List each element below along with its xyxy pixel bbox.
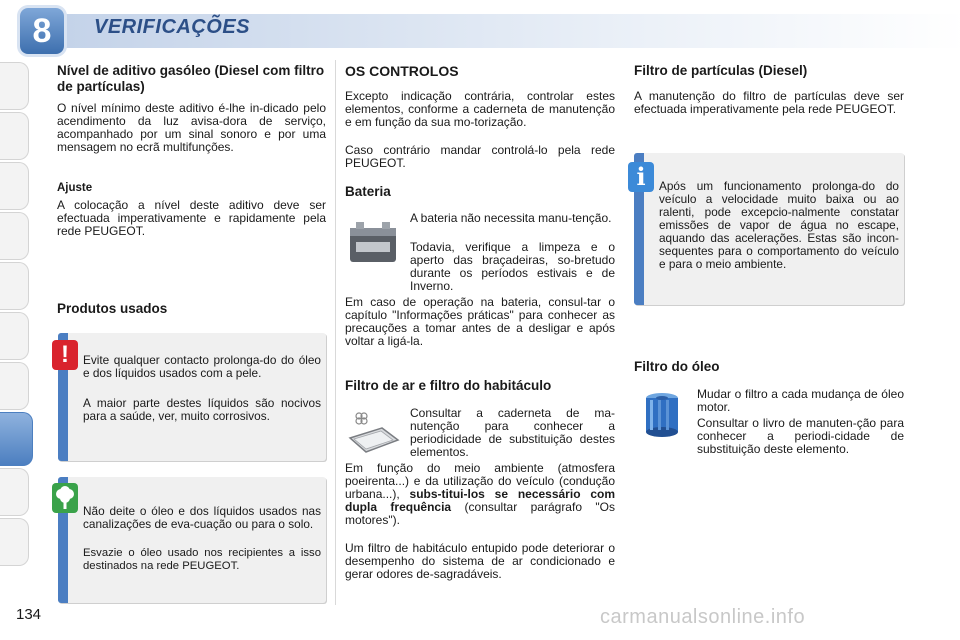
oil-filter-text-1: Mudar o filtro a cada mudança de óleo motor. <box>697 387 904 414</box>
additive-text: O nível mínimo deste aditivo é-lhe in-dicado pelo acendimento da luz avisa-dora de serviço, acompanhado por um sinal sonoro e por uma mensagem no ecrã multifunções. <box>57 101 326 154</box>
watermark: carmanualsonline.info <box>600 606 806 628</box>
chapter-tab[interactable] <box>0 162 29 210</box>
chapter-tab[interactable] <box>0 262 29 310</box>
chapter-tab[interactable] <box>0 312 29 360</box>
info-box <box>634 153 904 305</box>
section-title-additive: Nível de aditivo gasóleo (Diesel com filtro de partículas) <box>57 63 325 94</box>
exclamation-icon: ! <box>52 340 78 370</box>
battery-icon <box>346 214 400 273</box>
section-title-used-products: Produtos usados <box>57 301 168 316</box>
eco-text-2: Esvazie o óleo usado nos recipientes a isso destinados na rede PEUGEOT. <box>83 547 321 572</box>
battery-text-1: A bateria não necessita manu-tenção. <box>410 211 612 225</box>
air-filter-text-2a: Em função do meio ambiente (atmosfera poeirenta...) e da utilização do veículo (condução urbana...), <box>345 461 615 501</box>
eco-text-1: Não deite o óleo e dos líquidos usados nas canalizações de eva-cuação ou para o solo. <box>83 504 321 531</box>
section-title-oil-filter: Filtro do óleo <box>634 359 720 374</box>
air-filter-text-2b: subs-titui-los se necessário com dupla frequência <box>345 487 616 514</box>
chapter-tab-active[interactable] <box>0 412 33 466</box>
chapter-badge: 8 <box>20 8 64 54</box>
air-filter-text-2c: (consultar parágrafo "Os motores"). <box>345 500 615 527</box>
eco-box <box>58 477 326 603</box>
oil-filter-icon <box>640 390 684 445</box>
chapter-tab[interactable] <box>0 362 29 410</box>
warning-text-1: Evite qualquer contacto prolonga-do do óleo e dos líquidos usados com a pele. <box>83 353 321 380</box>
particle-filter-text: A manutenção do filtro de partículas deve ser efectuada imperativamente pela rede PEUGEOT. <box>634 89 904 116</box>
adjust-text: A colocação a nível deste aditivo deve ser efectuada imperativamente e rapidamente pela rede PEUGEOT. <box>57 198 326 238</box>
chapter-tab[interactable] <box>0 62 29 110</box>
chapter-tab[interactable] <box>0 468 29 516</box>
air-filter-text-2 <box>345 462 615 527</box>
oil-filter-text-2: Consultar o livro de manuten-ção para conhecer a periodi-cidade de substituição deste elemento. <box>697 416 904 456</box>
controls-text-2: Caso contrário mandar controlá-lo pela rede PEUGEOT. <box>345 143 615 170</box>
column-divider <box>335 60 336 605</box>
info-text: Após um funcionamento prolonga-do do veículo a velocidade muito baixa ou ao ralenti, pode excepcio-nalmente constatar emissões de vapor de água no escape, aquando das acelerações. Estas são incon-sequentes para o comportamento do veículo e para o meio ambiente. <box>659 179 899 271</box>
warning-box <box>58 333 326 461</box>
section-title-controls: OS CONTROLOS <box>345 63 459 79</box>
chapter-tab[interactable] <box>0 112 29 160</box>
chapter-tab[interactable] <box>0 212 29 260</box>
chapter-tab[interactable] <box>0 518 29 566</box>
page-number: 134 <box>16 606 42 623</box>
air-filter-text-1: Consultar a caderneta de ma-nutenção para conhecer a periodicidade de substituição destes elementos. <box>410 406 615 459</box>
tree-icon <box>52 483 78 513</box>
adjust-subtitle: Ajuste <box>57 182 93 194</box>
cabin-filter-icon <box>346 408 402 465</box>
controls-text-1: Excepto indicação contrária, controlar estes elementos, conforme a caderneta de manutenção e em função da sua mo-torização. <box>345 89 615 129</box>
warning-text-2: A maior parte destes líquidos são nocivos para a saúde, ver, muito corrosivos. <box>83 396 321 423</box>
info-icon: i <box>628 162 654 192</box>
battery-text-3: Em caso de operação na bateria, consul-tar o capítulo "Informações práticas" para conhecer as precauções a tomar antes de a desligar e após voltar a ligá-la. <box>345 295 615 348</box>
section-title-air-filter: Filtro de ar e filtro do habitáculo <box>345 378 552 393</box>
battery-text-2: Todavia, verifique a limpeza e o aperto das braçadeiras, so-bretudo durante os períodos estivais e de Inverno. <box>410 240 615 293</box>
air-filter-text-3: Um filtro de habitáculo entupido pode deteriorar o desempenho do sistema de ar condicionado e gerar odores de-sagradáveis. <box>345 541 615 581</box>
page-title: VERIFICAÇÕES <box>94 16 251 38</box>
section-title-battery: Bateria <box>345 184 391 199</box>
section-title-particle-filter: Filtro de partículas (Diesel) <box>634 63 808 78</box>
